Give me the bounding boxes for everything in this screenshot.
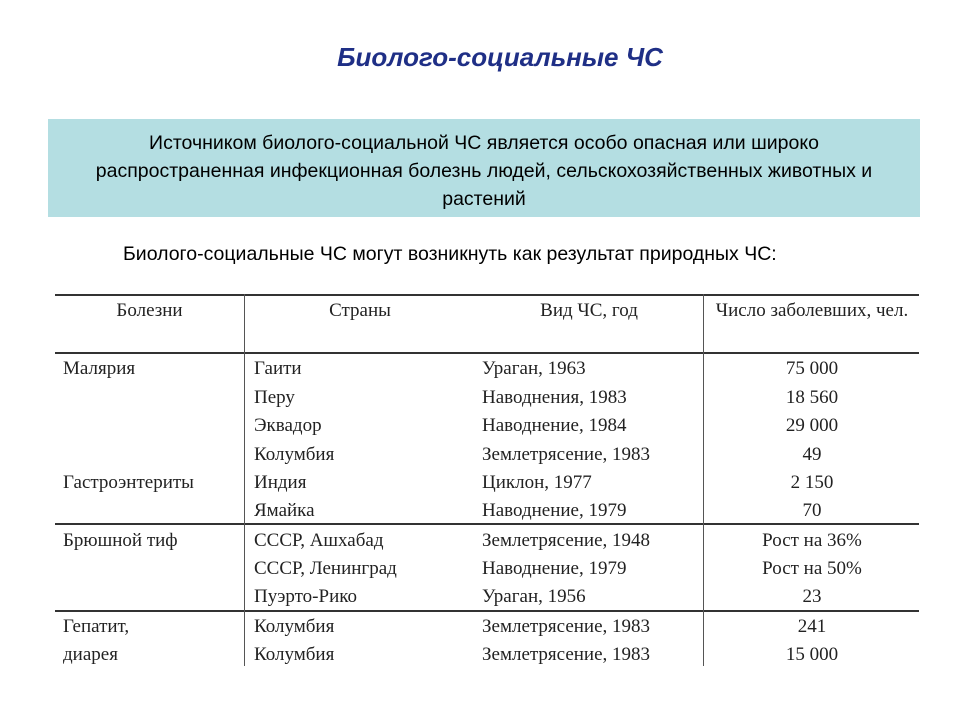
- country-cell: Колумбия: [254, 616, 335, 637]
- event-cell: Ураган, 1956: [482, 586, 586, 607]
- event-cell: Землетрясение, 1983: [482, 644, 651, 665]
- disease-cell: диарея: [63, 644, 118, 665]
- disease-cell: [63, 383, 243, 412]
- header-cases: Число заболевших, чел.: [715, 300, 909, 321]
- disease-table: [55, 294, 919, 666]
- disease-cell: [63, 496, 243, 525]
- event-cell: Землетрясение, 1983: [482, 444, 651, 465]
- cases-cell: 29 000: [785, 415, 839, 436]
- country-cell: Колумбия: [254, 644, 335, 665]
- definition-text: Источником биолого-социальной ЧС является особо опасная или широко распространенная инфекционная болезнь людей, сельскохозяйственных животных и растений: [95, 132, 873, 210]
- country-cell: Пуэрто-Рико: [254, 586, 358, 607]
- disease-cell: [63, 440, 243, 469]
- country-cell: Гаити: [254, 358, 302, 379]
- event-cell: Наводнение, 1984: [482, 415, 627, 436]
- country-cell: Ямайка: [254, 500, 315, 521]
- cases-cell: 2 150: [790, 472, 834, 493]
- column-separator: [703, 294, 704, 666]
- country-cell: Эквадор: [254, 415, 322, 436]
- disease-cell: Брюшной тиф: [63, 530, 178, 551]
- disease-cell: Гастроэнтериты: [63, 472, 194, 493]
- page-title: Биолого-социальные ЧС: [337, 42, 663, 72]
- cases-cell: 241: [797, 616, 827, 637]
- header-diseases: Болезни: [116, 300, 183, 321]
- disease-cell: [63, 554, 243, 583]
- cases-cell: 49: [802, 444, 822, 465]
- event-cell: Наводнение, 1979: [482, 558, 627, 579]
- cases-cell: 18 560: [785, 387, 839, 408]
- intro-paragraph: Биолого-социальные ЧС могут возникнуть как результат природных ЧС:: [123, 243, 777, 265]
- header-event: Вид ЧС, год: [540, 300, 638, 321]
- country-cell: Перу: [254, 387, 295, 408]
- header-countries: Страны: [329, 300, 391, 321]
- event-cell: Наводнения, 1983: [482, 387, 627, 408]
- cases-cell: Рост на 50%: [762, 558, 862, 579]
- definition-box: [48, 119, 920, 217]
- disease-cell: Гепатит,: [63, 616, 130, 637]
- event-cell: Землетрясение, 1948: [482, 530, 651, 551]
- event-cell: Землетрясение, 1983: [482, 616, 651, 637]
- cases-cell: 15 000: [785, 644, 839, 665]
- event-cell: Наводнение, 1979: [482, 500, 627, 521]
- cases-cell: Рост на 36%: [762, 530, 862, 551]
- column-separator: [244, 294, 245, 666]
- country-cell: СССР, Ашхабад: [254, 530, 384, 551]
- disease-cell: [63, 582, 243, 611]
- disease-cell: Малярия: [63, 358, 136, 379]
- cases-cell: 75 000: [785, 358, 839, 379]
- event-cell: Циклон, 1977: [482, 472, 592, 493]
- disease-cell: [63, 411, 243, 440]
- event-cell: Ураган, 1963: [482, 358, 586, 379]
- country-cell: Индия: [254, 472, 307, 493]
- cases-cell: 70: [802, 500, 822, 521]
- cases-cell: 23: [802, 586, 822, 607]
- country-cell: СССР, Ленинград: [254, 558, 397, 579]
- table-top-rule: [55, 294, 919, 296]
- country-cell: Колумбия: [254, 444, 335, 465]
